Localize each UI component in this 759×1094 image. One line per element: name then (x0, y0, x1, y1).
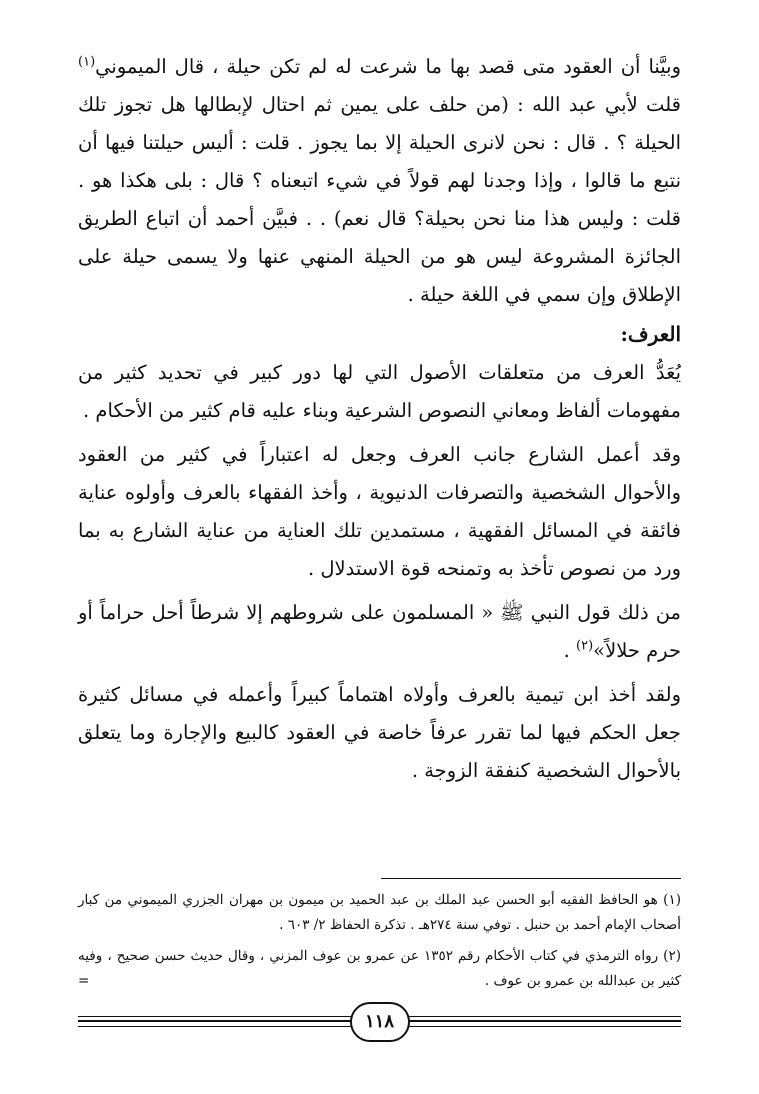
paragraph-hiyal (78, 48, 681, 314)
footnote-ref-2: (٢) (576, 638, 594, 654)
footnote-2 (78, 944, 681, 994)
paragraph-urf-shari: وقد أعمل الشارع جانب العرف وجعل له اعتباراً في كثير من العقود والأحوال الشخصية والتصرفات الدنيوية ، وأخذ الفقهاء بالعرف وأولوه عناية فائقة في المسائل الفقهية ، مستمدين تلك العناية من عناية الشارع به بما ورد من نصوص تأخذ به وتمنحه قوة الاستدلال . (78, 443, 681, 580)
footnote-2-text: (٢) رواه الترمذي في كتاب الأحكام رقم ١٣٥٢ عن عمرو بن عوف المزني ، وقال حديث حسن صحيح ، وفيه كثير بن عبدالله بن عمرو بن عوف . (78, 948, 681, 989)
paragraph-urf-definition: يُعَدُّ العرف من متعلقات الأصول التي لها دور كبير في تحديد كثير من مفهومات ألفاظ ومعاني النصوص الشرعية وبناء عليه قام كثير من الأحكام . (78, 361, 681, 422)
section-heading: العرف: (620, 322, 681, 346)
footnote-separator (381, 878, 681, 879)
paragraph-hadith (78, 594, 681, 670)
paragraph-ibn-taymiyya: ولقد أخذ ابن تيمية بالعرف وأولاه اهتماماً كبيراً وأعمله في مسائل كثيرة جعل الحكم فيها لما تقرر عرفاً خاصة في العقود كالبيع والإجارة وما يتعلق بالأحوال الشخصية كنفقة الزوجة . (78, 683, 681, 782)
paragraph-text: وبيَّنا أن العقود متى قصد بها ما شرعت له لم تكن حيلة ، قال الميموني (95, 55, 681, 78)
footnote-1: (١) هو الحافظ الفقيه أبو الحسن عبد الملك بن عبد الحميد بن ميمون بن مهران الجزري الميموني من كبار أصحاب الإمام أحمد بن حنبل . توفي سنة ٢٧٤هـ . تذكرة الحفاظ ٢/ ٦٠٣ . (78, 892, 681, 933)
main-text (78, 48, 681, 790)
page-number: ١١٨ (350, 1002, 410, 1042)
paragraph-text: قلت لأبي عبد الله : (من حلف على يمين ثم احتال لإبطالها هل تجوز تلك الحيلة ؟ . قال : نحن لانرى الحيلة إلا بما يجوز . قلت : أليس حيلتنا فيها أن نتبع ما قالوا ، وإذا وجدنا لهم قولاً في شيء اتبعناه ؟ قال : بلى هكذا هو . قلت : وليس هذا منا نحن بحيلة؟ قال نعم) . . فبيَّن أحمد أن اتباع الطريق الجائزة المشروعة ليس هو من الحيلة المنهي عنها ولا يسمى حيلة على الإطلاق وإن سمي في اللغة حيلة . (78, 93, 681, 306)
continuation-mark: = (78, 973, 90, 989)
paragraph-text: . (563, 639, 577, 662)
footnote-ref-1: (١) (78, 54, 96, 70)
footnotes (78, 888, 681, 1000)
page-footer (78, 1000, 681, 1044)
paragraph-text: من ذلك قول النبي ﷺ « المسلمون على شروطهم إلا شرطاً أحل حراماً أو حرم حلالاً» (78, 601, 681, 662)
